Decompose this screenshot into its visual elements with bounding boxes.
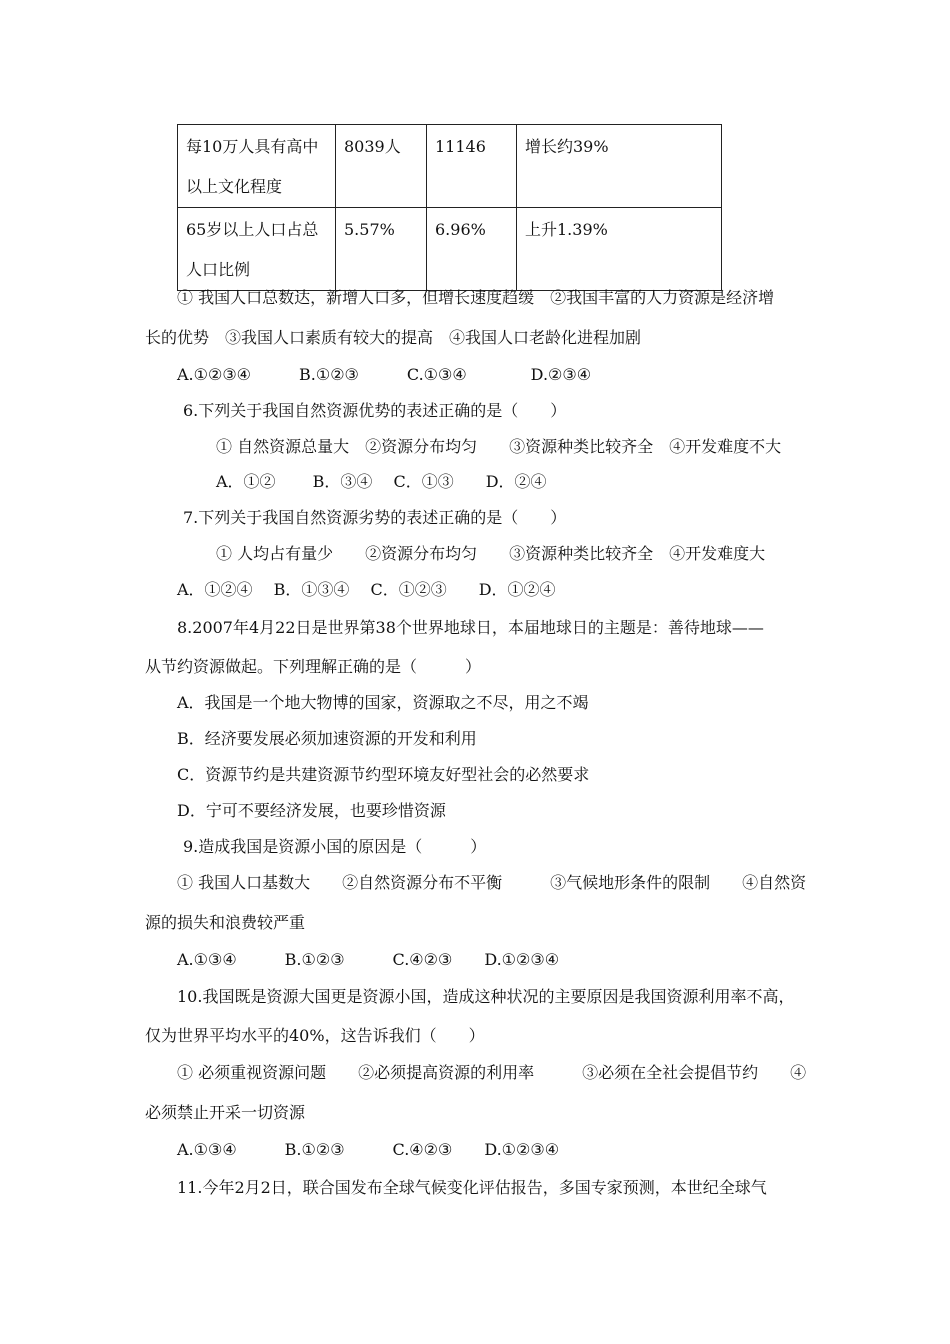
q11-stem-line1: 11.今年2月2日，联合国发布全球气候变化评估报告，多国专家预测，本世纪全球气 [177, 1178, 767, 1197]
table-cell: 5.57% [336, 208, 427, 291]
q6-statements: ① 自然资源总量大 ②资源分布均匀 ③资源种类比较齐全 ④开发难度不大 [216, 437, 782, 456]
q5-options: A.①②③④ B.①②③ C.①③④ D.②③④ [177, 365, 592, 384]
q5-statements-line1: ① 我国人口总数达，新增人口多，但增长速度趋缓 ②我国丰富的人力资源是经济增 [177, 288, 775, 307]
q6-stem: 6.下列关于我国自然资源优势的表述正确的是（ ） [183, 401, 567, 420]
q10-stem-line1: 10.我国既是资源大国更是资源小国，造成这种状况的主要原因是我国资源利用率不高， [177, 987, 795, 1006]
q9-statements-line2: 源的损失和浪费较严重 [145, 913, 306, 932]
table-cell: 上升1.39% [517, 208, 722, 291]
q8-stem-line2: 从节约资源做起。下列理解正确的是（ ） [145, 657, 482, 676]
table-cell: 增长约39% [517, 125, 722, 208]
table-cell: 65岁以上人口占总人口比例 [178, 208, 336, 291]
q5-statements-line2: 长的优势 ③我国人口素质有较大的提高 ④我国人口老龄化进程加剧 [145, 328, 642, 347]
table-cell: 6.96% [427, 208, 517, 291]
population-stats-table [177, 124, 722, 291]
q8-option-d: D．宁可不要经济发展，也要珍惜资源 [177, 801, 446, 820]
q8-option-a: A．我国是一个地大物博的国家，资源取之不尽，用之不竭 [177, 693, 589, 712]
q10-statements-line2: 必须禁止开采一切资源 [145, 1103, 306, 1122]
q10-options: A.①③④ B.①②③ C.④②③ D.①②③④ [177, 1140, 560, 1159]
q10-stem-line2: 仅为世界平均水平的40%，这告诉我们（ ） [145, 1026, 485, 1045]
q9-options: A.①③④ B.①②③ C.④②③ D.①②③④ [177, 950, 560, 969]
q6-options: A．①② B．③④ C．①③ D．②④ [216, 472, 547, 491]
q7-options: A．①②④ B．①③④ C．①②③ D．①②④ [177, 580, 556, 599]
q9-statements-line1: ① 我国人口基数大 ②自然资源分布不平衡 ③气候地形条件的限制 ④自然资 [177, 873, 807, 892]
q8-stem-line1: 8.2007年4月22日是世界第38个世界地球日，本届地球日的主题是：善待地球—— [177, 618, 764, 637]
q7-stem: 7.下列关于我国自然资源劣势的表述正确的是（ ） [183, 508, 567, 527]
q8-option-c: C．资源节约是共建资源节约型环境友好型社会的必然要求 [177, 765, 590, 784]
q10-statements-line1: ① 必须重视资源问题 ②必须提高资源的利用率 ③必须在全社会提倡节约 ④ [177, 1063, 807, 1082]
table-cell: 每10万人具有高中以上文化程度 [178, 125, 336, 208]
table-row [178, 125, 722, 208]
table-row [178, 208, 722, 291]
table-cell: 11146 [427, 125, 517, 208]
q9-stem: 9.造成我国是资源小国的原因是（ ） [183, 837, 487, 856]
table-cell: 8039人 [336, 125, 427, 208]
q7-statements: ① 人均占有量少 ②资源分布均匀 ③资源种类比较齐全 ④开发难度大 [216, 544, 766, 563]
q8-option-b: B．经济要发展必须加速资源的开发和利用 [177, 729, 477, 748]
